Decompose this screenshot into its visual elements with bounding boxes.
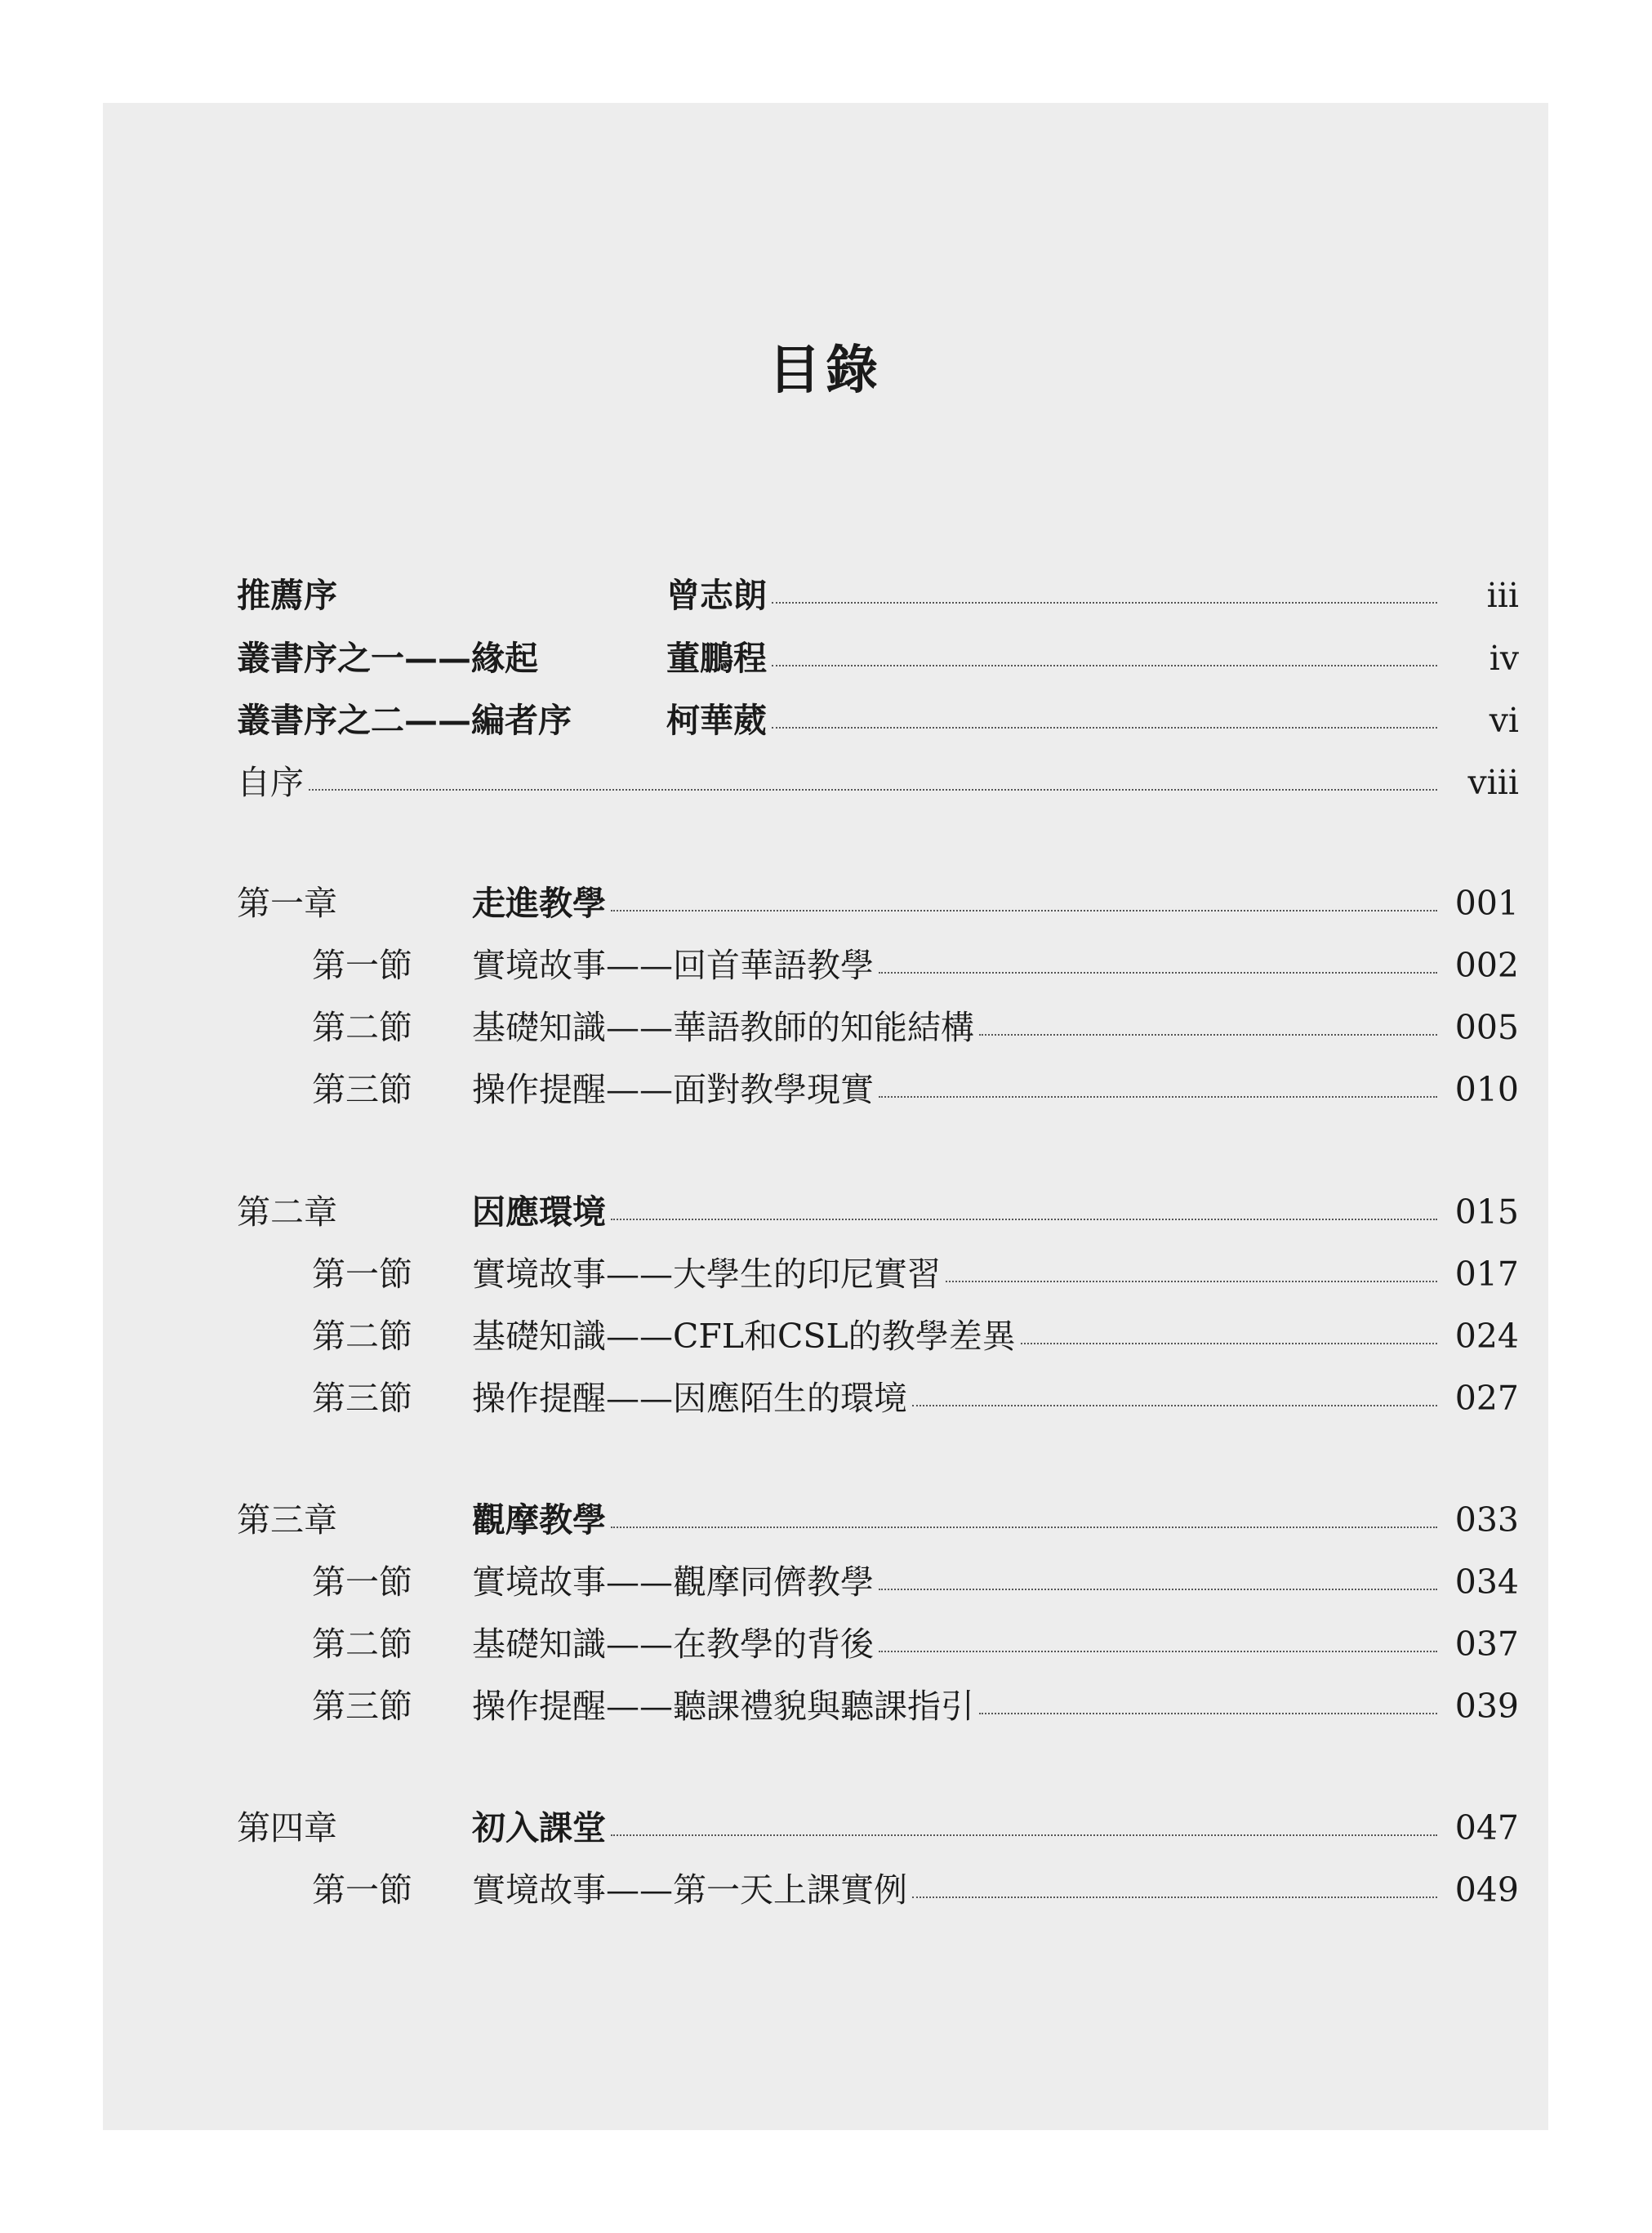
entry-page-number: iv [1489, 639, 1519, 678]
dot-leader [879, 1589, 1437, 1590]
dot-leader [979, 1713, 1437, 1714]
section-label: 第二節 [312, 1008, 412, 1047]
section-page-number: 017 [1454, 1255, 1519, 1294]
chapter-label: 第四章 [237, 1808, 337, 1847]
toc-entry-chapter[interactable] [237, 880, 1519, 926]
chapter-title: 走進教學 [472, 884, 606, 923]
section-label: 第三節 [312, 1379, 412, 1418]
entry-author: 柯華葳 [666, 701, 767, 740]
section-label: 第二節 [312, 1625, 412, 1664]
dot-leader [879, 1651, 1437, 1652]
section-page-number: 049 [1454, 1870, 1519, 1910]
section-page-number: 037 [1454, 1625, 1519, 1664]
toc-entry-section[interactable] [237, 1251, 1519, 1297]
dot-leader [912, 1896, 1437, 1898]
chapter-label: 第二章 [237, 1192, 337, 1232]
toc-entry-chapter[interactable] [237, 1805, 1519, 1851]
toc-entry-section[interactable] [237, 943, 1519, 988]
section-title: 基礎知識——在教學的背後 [472, 1625, 874, 1664]
toc-entry-chapter[interactable] [237, 1189, 1519, 1235]
section-label: 第三節 [312, 1070, 412, 1109]
section-page-number: 005 [1454, 1008, 1519, 1047]
dot-leader [772, 727, 1437, 729]
entry-label: 叢書序之一——緣起 [237, 639, 538, 678]
dot-leader [772, 602, 1437, 604]
table-of-contents [103, 103, 1548, 2130]
section-page-number: 010 [1454, 1070, 1519, 1109]
dot-leader [611, 910, 1437, 911]
section-title: 實境故事——回首華語教學 [472, 946, 874, 985]
chapter-page-number: 047 [1454, 1808, 1519, 1847]
section-page-number: 024 [1454, 1317, 1519, 1356]
chapter-page-number: 001 [1454, 884, 1519, 923]
dot-leader [611, 1527, 1437, 1528]
entry-author: 曾志朗 [666, 576, 767, 615]
toc-entry-front-matter[interactable] [237, 573, 1519, 618]
dot-leader [611, 1834, 1437, 1836]
section-label: 第一節 [312, 1870, 412, 1910]
entry-author: 董鵬程 [666, 639, 767, 678]
chapter-page-number: 015 [1454, 1192, 1519, 1232]
dot-leader [946, 1281, 1437, 1282]
chapter-title: 初入課堂 [472, 1808, 606, 1847]
dot-leader [879, 972, 1437, 974]
section-label: 第一節 [312, 1255, 412, 1294]
toc-entry-section[interactable] [237, 1559, 1519, 1605]
section-label: 第三節 [312, 1687, 412, 1726]
toc-entry-chapter[interactable] [237, 1497, 1519, 1543]
toc-entry-section[interactable] [237, 1067, 1519, 1112]
toc-entry-section[interactable] [237, 1867, 1519, 1913]
toc-entry-section[interactable] [237, 1621, 1519, 1667]
page-title: 目錄 [768, 340, 883, 401]
toc-entry-front-matter[interactable] [237, 760, 1519, 805]
section-page-number: 027 [1454, 1379, 1519, 1418]
dot-leader [611, 1219, 1437, 1220]
dot-leader [309, 789, 1437, 791]
chapter-title: 因應環境 [472, 1192, 606, 1232]
section-label: 第一節 [312, 946, 412, 985]
chapter-title: 觀摩教學 [472, 1500, 606, 1540]
section-label: 第二節 [312, 1317, 412, 1356]
dot-leader [912, 1405, 1437, 1406]
section-page-number: 002 [1454, 946, 1519, 985]
section-page-number: 039 [1454, 1687, 1519, 1726]
dot-leader [1021, 1343, 1437, 1344]
toc-entry-section[interactable] [237, 1313, 1519, 1359]
dot-leader [879, 1096, 1437, 1098]
entry-label: 推薦序 [237, 576, 337, 615]
chapter-label: 第一章 [237, 884, 337, 923]
section-page-number: 034 [1454, 1562, 1519, 1602]
toc-entry-section[interactable] [237, 1683, 1519, 1729]
entry-page-number: vi [1489, 701, 1519, 740]
section-title: 實境故事——第一天上課實例 [472, 1870, 907, 1910]
toc-entry-front-matter[interactable] [237, 635, 1519, 681]
section-title: 實境故事——觀摩同儕教學 [472, 1562, 874, 1602]
entry-page-number: viii [1467, 763, 1519, 802]
dot-leader [772, 665, 1437, 666]
chapter-page-number: 033 [1454, 1500, 1519, 1540]
section-title: 操作提醒——聽課禮貌與聽課指引 [472, 1687, 974, 1726]
entry-label: 叢書序之二——編者序 [237, 701, 572, 740]
toc-entry-section[interactable] [237, 1005, 1519, 1050]
section-title: 基礎知識——CFL和CSL的教學差異 [472, 1317, 1016, 1356]
section-title: 實境故事——大學生的印尼實習 [472, 1255, 941, 1294]
toc-entry-section[interactable] [237, 1375, 1519, 1421]
section-title: 操作提醒——因應陌生的環境 [472, 1379, 907, 1418]
section-title: 基礎知識——華語教師的知能結構 [472, 1008, 974, 1047]
book-page [103, 103, 1548, 2130]
entry-page-number: iii [1486, 576, 1519, 615]
dot-leader [979, 1034, 1437, 1036]
entry-label: 自序 [237, 763, 304, 802]
toc-entry-front-matter[interactable] [237, 698, 1519, 743]
chapter-label: 第三章 [237, 1500, 337, 1540]
section-label: 第一節 [312, 1562, 412, 1602]
section-title: 操作提醒——面對教學現實 [472, 1070, 874, 1109]
